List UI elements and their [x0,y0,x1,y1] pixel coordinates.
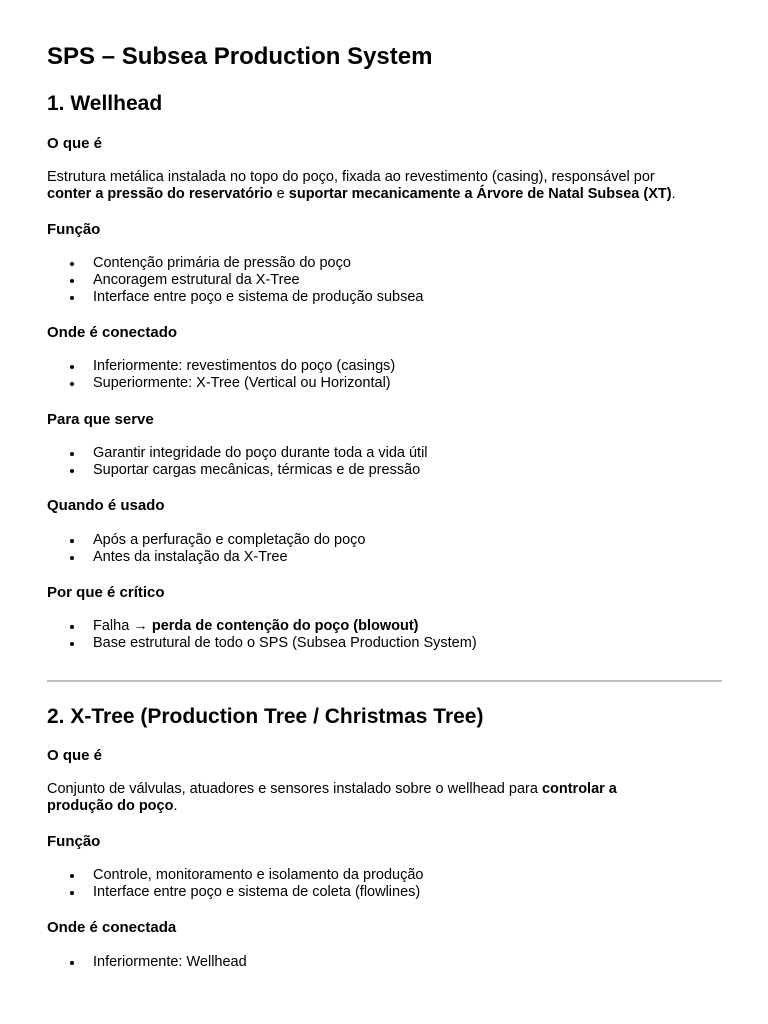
list-item [47,635,477,652]
s1-quando-heading: Quando é usado [47,497,165,514]
bullet-icon [70,891,74,895]
bullet-icon [70,961,74,965]
list-item [47,462,428,479]
bullet-icon [70,365,74,369]
s1-onde-list [47,358,395,392]
s2-funcao-list [47,867,423,901]
section-2-heading: 2. X-Tree (Production Tree / Christmas Tree) [47,705,484,728]
list-item [47,549,365,566]
list-item-text: Superiormente: X-Tree (Vertical ou Horizontal) [93,375,391,391]
list-item-text: Interface entre poço e sistema de produção subsea [93,289,424,305]
s1-o-que-e-text2: . [671,186,676,202]
list-item-text: Inferiormente: Wellhead [93,954,247,970]
s2-o-que-e-heading: O que é [47,747,103,764]
list-item-text: Falha → [93,618,152,634]
list-item [47,867,423,884]
list-item [47,445,428,462]
list-item-text: Base estrutural de todo o SPS (Subsea Production System) [93,635,477,651]
bullet-icon [70,279,74,283]
list-item-text: Inferiormente: revestimentos do poço (casings) [93,358,396,374]
list-item-text: Ancoragem estrutural da X-Tree [93,272,300,288]
bullet-icon [70,452,74,456]
list-item-text: Controle, monitoramento e isolamento da produção [93,867,424,883]
s2-o-que-e-text2: . [173,798,178,814]
s1-o-que-e-heading: O que é [47,135,103,152]
list-item [47,358,395,375]
s2-onde-heading: Onde é conectada [47,919,177,936]
s1-onde-heading: Onde é conectado [47,324,178,341]
list-item [47,255,423,272]
bullet-icon [70,642,74,646]
section-divider [47,680,722,682]
s2-funcao-heading: Função [47,833,101,850]
page-title: SPS – Subsea Production System [47,43,433,70]
s1-funcao-list [47,255,423,306]
s2-o-que-e-text1: Conjunto de válvulas, atuadores e sensores instalado sobre o wellhead para [47,781,542,797]
s1-o-que-e-bold1: conter a pressão do reservatório [47,186,273,202]
bullet-icon [70,382,74,386]
section-1-heading: 1. Wellhead [47,92,163,115]
s1-por-que-heading: Por que é crítico [47,584,165,601]
list-item-text: Antes da instalação da X-Tree [93,549,288,565]
list-item [47,618,477,635]
s1-por-que-list [47,618,477,652]
bullet-icon [70,469,74,473]
list-item [47,954,247,971]
bullet-icon [70,262,74,266]
list-item-text: Interface entre poço e sistema de coleta (flowlines) [93,884,421,900]
list-item [47,289,423,306]
bullet-icon [70,625,74,629]
list-item-bold-text: perda de contenção do poço (blowout) [151,618,419,634]
s2-o-que-e-paragraph [47,781,617,815]
list-item [47,532,365,549]
s1-o-que-e-paragraph [47,169,676,203]
bullet-icon [70,296,74,300]
list-item-text: Após a perfuração e completação do poço [93,532,366,548]
list-item [47,884,423,901]
list-item-text: Contenção primária de pressão do poço [93,255,351,271]
list-item [47,272,423,289]
list-item-text: Garantir integridade do poço durante toda a vida útil [93,445,428,461]
list-item [47,375,395,392]
bullet-icon [70,874,74,878]
s2-o-que-e-bold1: controlar a [541,781,617,797]
s1-o-que-e-text1: e [272,186,289,202]
s1-para-que-list [47,445,428,479]
bullet-icon [70,556,74,560]
s1-funcao-heading: Função [47,221,101,238]
s1-o-que-e-line1: Estrutura metálica instalada no topo do poço, fixada ao revestimento (casing), responsável por [47,169,655,185]
s1-quando-list [47,532,365,566]
s1-para-que-heading: Para que serve [47,411,154,428]
s1-o-que-e-bold2: suportar mecanicamente a Árvore de Natal Subsea (XT) [288,186,672,202]
bullet-icon [70,539,74,543]
s2-onde-list [47,954,247,971]
list-item-text: Suportar cargas mecânicas, térmicas e de pressão [93,462,421,478]
s2-o-que-e-bold2: produção do poço [47,798,174,814]
